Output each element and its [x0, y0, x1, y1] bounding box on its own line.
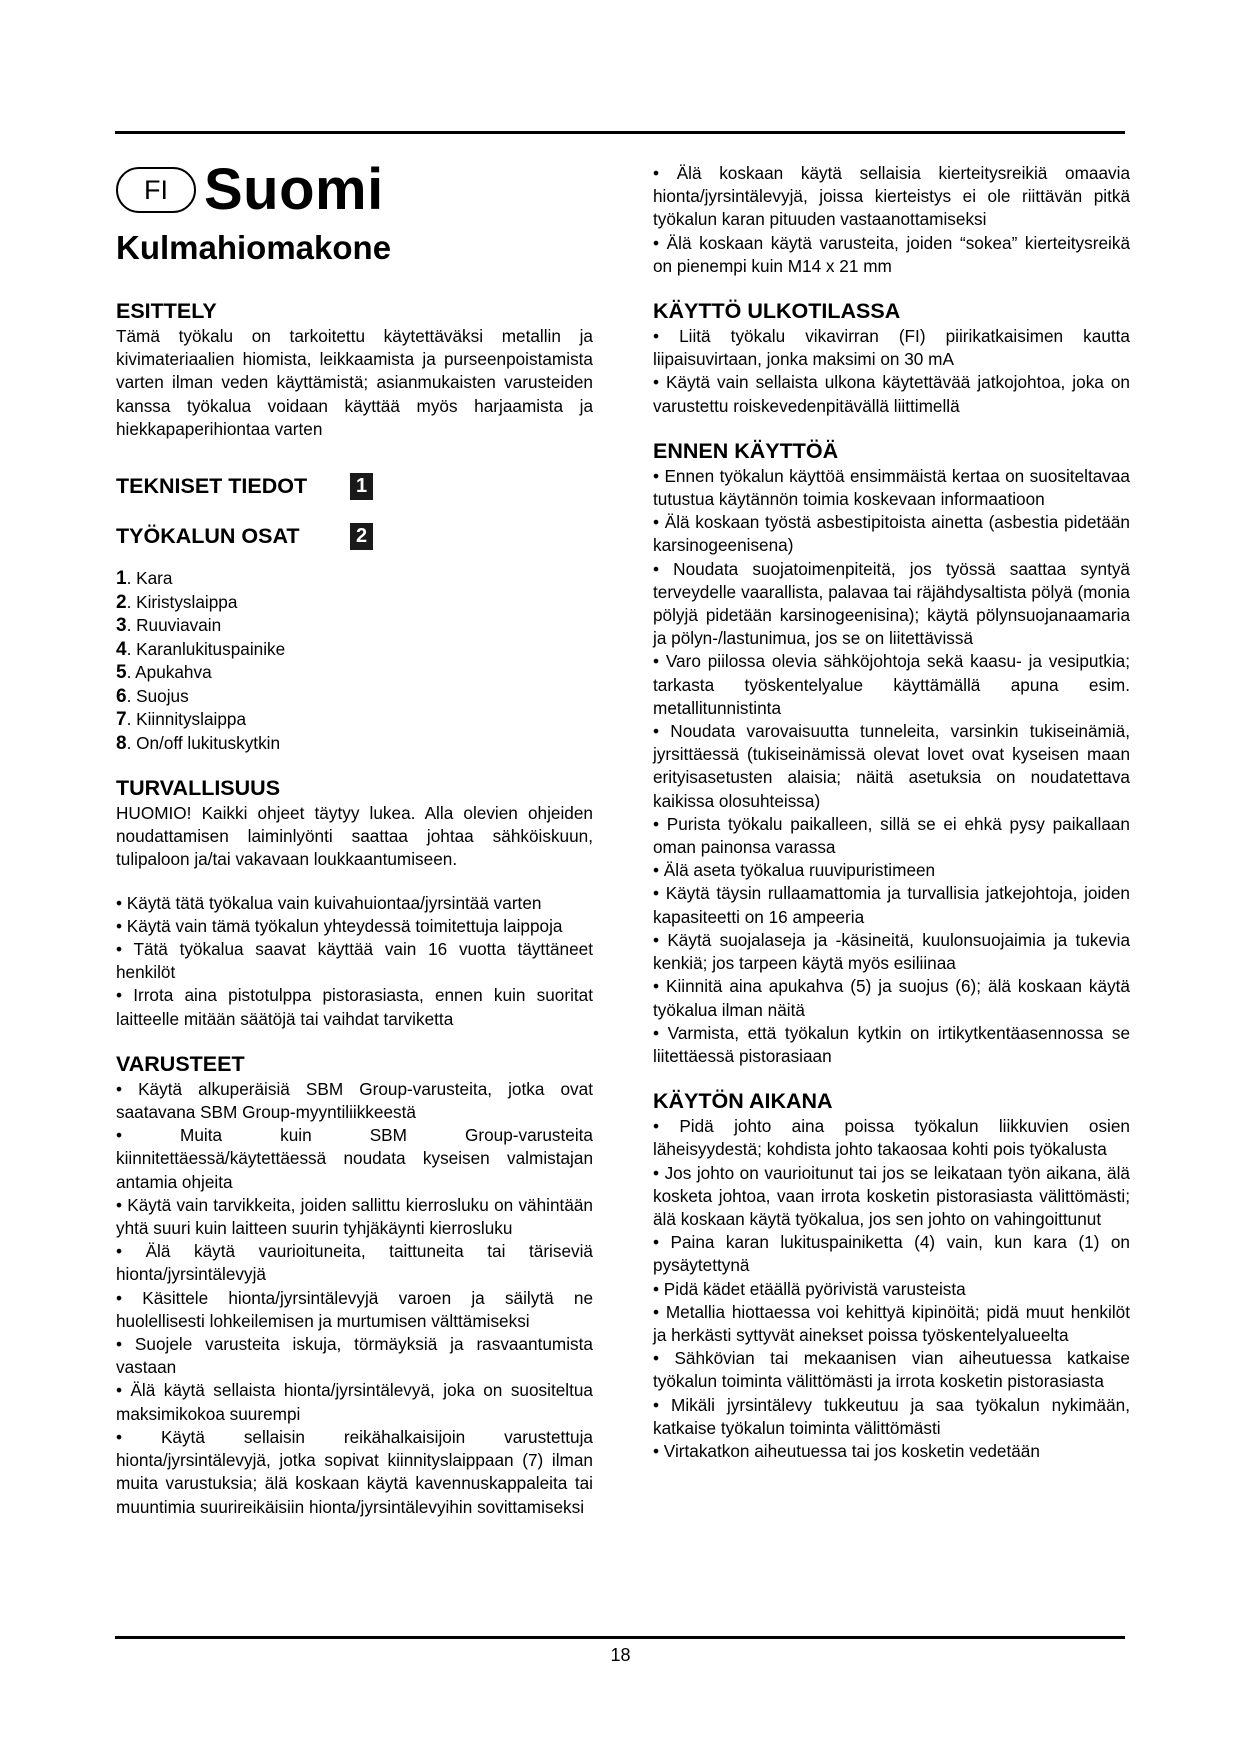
list-item: • Älä koskaan käytä varusteita, joiden “sokea” kierteitysreikä on pienempi kuin M14 x 21 mm: [653, 232, 1130, 276]
outdoor-heading: KÄYTTÖ ULKOTILASSA: [653, 299, 901, 324]
list-item: • Käytä tätä työkalua vain kuivahuiontaa/jyrsintää varten: [116, 892, 542, 913]
document-title: Kulmahiomakone: [116, 229, 392, 266]
list-item: 8. On/off lukituskytkin: [116, 732, 281, 754]
safety-heading: TURVALLISUUS: [116, 776, 281, 801]
figref-technical-data: [116, 471, 593, 501]
list-item: • Mikäli jyrsintälevy tukkeutuu ja saa työkalun nykimään, katkaise työkalun toiminta välittömästi: [653, 1394, 1130, 1438]
left-column: [116, 158, 593, 1519]
list-item: • Varmista, että työkalun kytkin on irtikytkentäasennossa se liitettäessä pistorasiaan: [653, 1022, 1130, 1066]
language-header: [116, 158, 593, 222]
right-column: [653, 162, 1130, 1463]
list-item: • Käytä täysin rullaamattomia ja turvallisia jatkejohtoja, joiden kapasiteetti on 16 ampeeria: [653, 883, 1130, 927]
figref-label: TYÖKALUN OSAT: [116, 523, 300, 548]
list-item: 3. Ruuviavain: [116, 615, 222, 637]
list-item: • Älä käytä sellaista hionta/jyrsintälevyä, joka on suositeltua maksimikokoa suurempi: [116, 1380, 593, 1424]
list-item: • Liitä työkalu vikavirran (FI) piirikatkaisimen kautta liipaisuvirtaan, jonka maksimi on 30 mA: [653, 326, 1130, 370]
list-item: • Käytä suojalaseja ja -käsineitä, kuulonsuojaimia ja tukevia kenkiä; jos tarpeen käytä myös esiliinaa: [653, 929, 1130, 974]
figref-label: TEKNISET TIEDOT: [116, 473, 308, 498]
list-item: 5. Apukahva: [116, 662, 212, 684]
safety-warning: HUOMIO! Kaikki ohjeet täytyy lukea. Alla olevien ohjeiden noudattamisen laiminlyönti saattaa johtaa sähköiskuun, tulipaloon ja/tai vakavaan loukkaantumiseen.: [116, 803, 593, 870]
list-item: • Ennen työkalun käyttöä ensimmäistä kertaa on suositeltavaa tutustua käytännön toimia koskevaan informaatioon: [653, 465, 1130, 510]
figure-number-badge: 2: [350, 523, 373, 550]
list-item: • Käytä vain tämä työkalun yhteydessä toimitettuja laippoja: [116, 915, 563, 936]
list-item: • Irrota aina pistotulppa pistorasiasta, ennen kuin suoritat laitteelle mitään säätöjä tai vaihdat tarviketta: [116, 985, 593, 1029]
list-item: • Pidä johto aina poissa työkalun liikkuvien osien läheisyydestä; kohdista johto takaosaa kohti pois työkalusta: [653, 1116, 1130, 1160]
list-item: 1. Kara: [116, 568, 173, 590]
list-item: • Älä aseta työkalua ruuvipuristimeen: [653, 860, 936, 881]
list-item: • Jos johto on vaurioitunut tai jos se leikataan työn aikana, älä kosketa johtoa, vaan irrota kosketin pistorasiasta välittömästi; älä koskaan käytä työkalua, jos sen johto on vahingoittunut: [653, 1162, 1130, 1229]
list-item: • Kiinnitä aina apukahva (5) ja suojus (6); älä koskaan käytä työkalua ilman näitä: [653, 976, 1130, 1020]
figref-tool-parts: [116, 521, 593, 551]
list-item: • Muita kuin SBM Group-varusteita kiinnitettäessä/käytettäessä noudata kyseisen valmistajan antamia ohjeita: [116, 1125, 593, 1192]
intro-text: Tämä työkalu on tarkoitettu käytettäväksi metallin ja kivimateriaalien hiomista, leikkaamista ja purseenpoistamista varten ilman veden käyttämistä; asianmukaisten varusteiden kanssa työkalua voidaan käyttää myös harjaamista ja hiekkapaperihiontaa varten: [116, 326, 593, 439]
page-number: 18: [610, 1645, 631, 1665]
list-item: • Älä käytä vaurioituneita, taittuneita tai täriseviä hionta/jyrsintälevyjä: [116, 1241, 593, 1285]
list-item: 7. Kiinnityslaippa: [116, 709, 247, 731]
list-item: • Käytä vain tarvikkeita, joiden sallittu kierrosluku on vähintään yhtä suuri kuin laitteen suurin tyhjäkäynti kierrosluku: [116, 1194, 593, 1239]
intro-heading: ESITTELY: [116, 299, 217, 323]
list-item: • Suojele varusteita iskuja, törmäyksiä ja rasvaantumista vastaan: [116, 1334, 593, 1378]
figure-number-badge: 1: [350, 473, 373, 500]
list-item: • Käytä sellaisin reikähalkaisijoin varustettuja hionta/jyrsintälevyjä, jotka sopivat kiinnityslaippaan (7) ilman muita varustuksia; älä koskaan käytä kavennuskappaleita tai muuntimia suurireikäisiin hionta/jyrsintälevyihin sovittamiseksi: [116, 1426, 593, 1517]
language-name: Suomi: [204, 157, 384, 222]
list-item: • Sähkövian tai mekaanisen vian aiheutuessa katkaise työkalun toiminta välittömästi ja irrota kosketin pistorasiasta: [653, 1348, 1130, 1392]
list-item: • Noudata varovaisuutta tunneleita, varsinkin tukiseinämiä, jyrsittäessä (tukiseinämissä olevat lovet ovat kyseisen maan erityisasetusten alaisia; näitä asetuksia on noudatettava kaikissa olosuhteissa): [653, 721, 1130, 811]
list-item: • Tätä työkalua saavat käyttää vain 16 vuotta täyttäneet henkilöt: [116, 939, 593, 983]
top-rule: [115, 131, 1125, 134]
list-item: • Käytä vain sellaista ulkona käytettävää jatkojohtoa, joka on varustettu roiskevedenpitävällä liittimellä: [653, 372, 1130, 416]
list-item: • Älä koskaan työstä asbestipitoista ainetta (asbestia pidetään karsinogeenisena): [653, 512, 1130, 556]
accessories-heading: VARUSTEET: [116, 1051, 245, 1076]
list-item: • Metallia hiottaessa voi kehittyä kipinöitä; pidä muut henkilöt ja herkästi syttyvät ainekset poissa työskentelyalueelta: [653, 1301, 1130, 1345]
list-item: • Käytä alkuperäisiä SBM Group-varusteita, jotka ovat saatavana SBM Group-myyntiliikkeestä: [116, 1078, 593, 1123]
language-code-badge: FI: [116, 167, 196, 213]
list-item: 6. Suojus: [116, 685, 189, 707]
during-use-heading: KÄYTÖN AIKANA: [653, 1089, 833, 1114]
parts-list: [116, 567, 593, 755]
list-item: • Älä koskaan käytä sellaisia kierteitysreikiä omaavia hionta/jyrsintälevyjä, joissa kierteistys ei ole riittävän pitkä työkalun karan pituuden vastaanottamiseksi: [653, 163, 1130, 230]
bottom-rule: [115, 1636, 1125, 1639]
list-item: • Purista työkalu paikalleen, sillä se ei ehkä pysy paikallaan oman painonsa varassa: [653, 813, 1130, 858]
list-item: • Pidä kädet etäällä pyörivistä varusteista: [653, 1278, 966, 1299]
list-item: • Varo piilossa olevia sähköjohtoja sekä kaasu- ja vesiputkia; tarkasta työskentelyalue käyttämällä apuna esim. metallitunnistinta: [653, 651, 1130, 718]
list-item: • Virtakatkon aiheutuessa tai jos kosketin vedetään: [653, 1440, 1040, 1461]
list-item: 4. Karanlukituspainike: [116, 638, 286, 660]
before-use-heading: ENNEN KÄYTTÖÄ: [653, 438, 839, 463]
list-item: • Käsittele hionta/jyrsintälevyjä varoen ja säilytä ne huolellisesti lohkeilemisen ja murtumisen välttämiseksi: [116, 1287, 593, 1331]
list-item: • Paina karan lukituspainiketta (4) vain, kun kara (1) on pysäytettynä: [653, 1232, 1130, 1276]
list-item: • Noudata suojatoimenpiteitä, jos työssä saattaa syntyä terveydelle vaarallista, palavaa tai räjähdysaltista pölyä (monia pölyjä pidetään karsinogeenisina); käytä pölynsuojanaamaria ja pölyn-/lastunimua, jos se on liitettävissä: [653, 558, 1130, 649]
list-item: 2. Kiristyslaippa: [116, 591, 238, 613]
